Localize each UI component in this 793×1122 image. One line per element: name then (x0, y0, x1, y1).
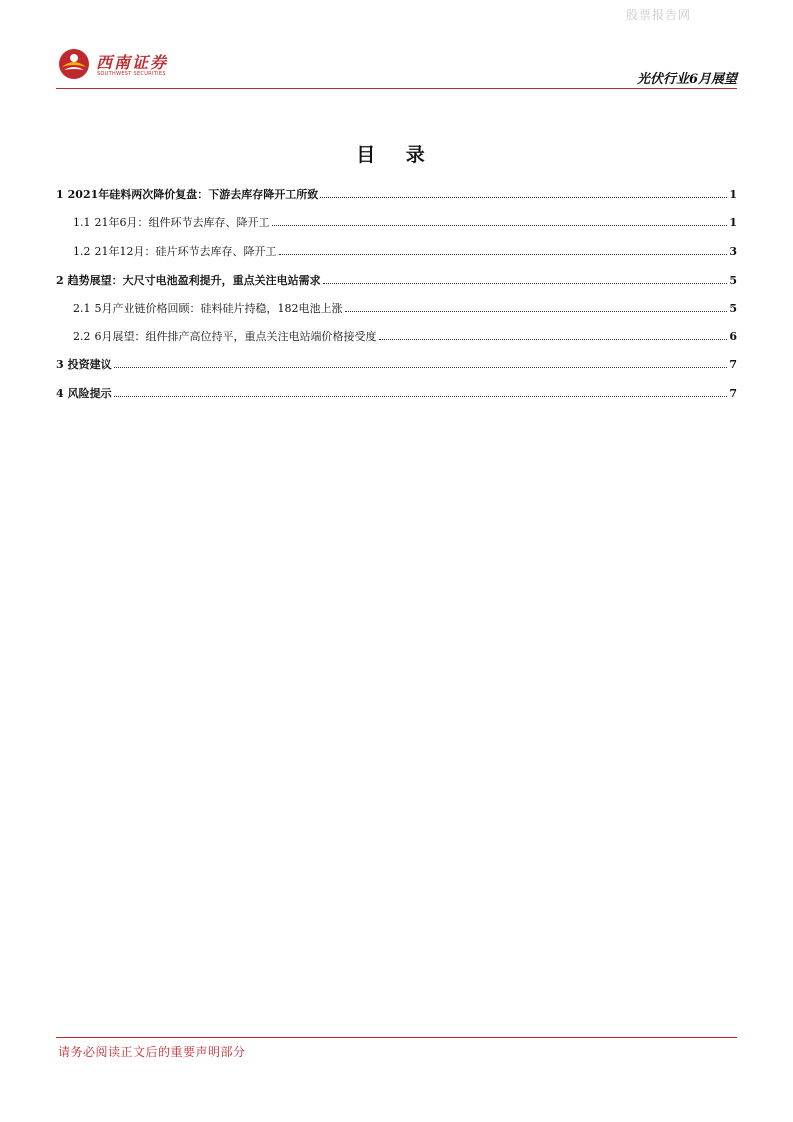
company-logo (58, 48, 188, 82)
toc-leader-dots (114, 366, 728, 368)
toc-entry-label: 趋势展望：大尺寸电池盈利提升，重点关注电站需求 (67, 274, 321, 287)
toc-entry-label: 2021年硅料两次降价复盘：下游去库存降开工所致 (67, 188, 319, 201)
logo-emblem-icon (58, 48, 90, 80)
toc-leader-dots (379, 338, 728, 340)
watermark-text: 股票报告网 (626, 8, 692, 22)
toc-entry[interactable] (56, 186, 737, 204)
toc-entry[interactable] (56, 300, 737, 318)
toc-entry-number: 2.2 (73, 330, 91, 343)
toc-entry-label: 风险提示 (67, 387, 112, 400)
toc-title: 目 录 (356, 144, 437, 166)
toc-entry-page: 5 (729, 302, 737, 315)
toc-entry[interactable] (56, 272, 737, 290)
footer-divider (56, 1037, 737, 1038)
toc-entry-number: 2 (56, 274, 64, 287)
toc-entry-page: 7 (729, 358, 737, 371)
logo-name-en: SOUTHWEST SECURITIES (97, 71, 166, 77)
toc-entry[interactable] (56, 356, 737, 374)
toc-entry-page: 3 (729, 245, 737, 258)
toc-leader-dots (323, 282, 728, 284)
toc-entry-label: 21年12月：硅片环节去库存、降开工 (94, 245, 277, 258)
toc-entry-label: 6月展望：组件排产高位持平，重点关注电站端价格接受度 (94, 330, 377, 343)
toc-entry-number: 2.1 (73, 302, 91, 315)
report-header-title: 光伏行业6月展望 (636, 72, 737, 87)
toc-entry-number: 4 (56, 387, 64, 400)
toc-entry-number: 1.2 (73, 245, 91, 258)
toc-entry-page: 1 (729, 188, 737, 201)
toc-entry-page: 7 (729, 387, 737, 400)
toc-entry-page: 6 (729, 330, 737, 343)
toc-entry-number: 1 (56, 188, 64, 201)
toc-entry-number: 3 (56, 358, 64, 371)
table-of-contents (56, 186, 737, 403)
toc-entry[interactable] (56, 214, 737, 232)
toc-leader-dots (320, 196, 727, 198)
toc-entry-label: 5月产业链价格回顾：硅料硅片持稳，182电池上涨 (94, 302, 343, 315)
toc-entry-page: 1 (729, 216, 737, 229)
toc-entry[interactable] (56, 243, 737, 261)
header-divider (56, 88, 737, 89)
toc-entry-label: 21年6月：组件环节去库存、降开工 (94, 216, 270, 229)
toc-entry[interactable] (56, 385, 737, 403)
toc-entry-label: 投资建议 (67, 358, 112, 371)
toc-entry-page: 5 (729, 274, 737, 287)
toc-entry[interactable] (56, 328, 737, 346)
footer-disclaimer: 请务必阅读正文后的重要声明部分 (58, 1045, 246, 1059)
toc-entry-number: 1.1 (73, 216, 91, 229)
toc-leader-dots (279, 253, 728, 255)
toc-leader-dots (114, 395, 728, 397)
logo-name-cn: 西南证券 (96, 53, 169, 72)
toc-leader-dots (272, 224, 728, 226)
toc-leader-dots (345, 310, 728, 312)
